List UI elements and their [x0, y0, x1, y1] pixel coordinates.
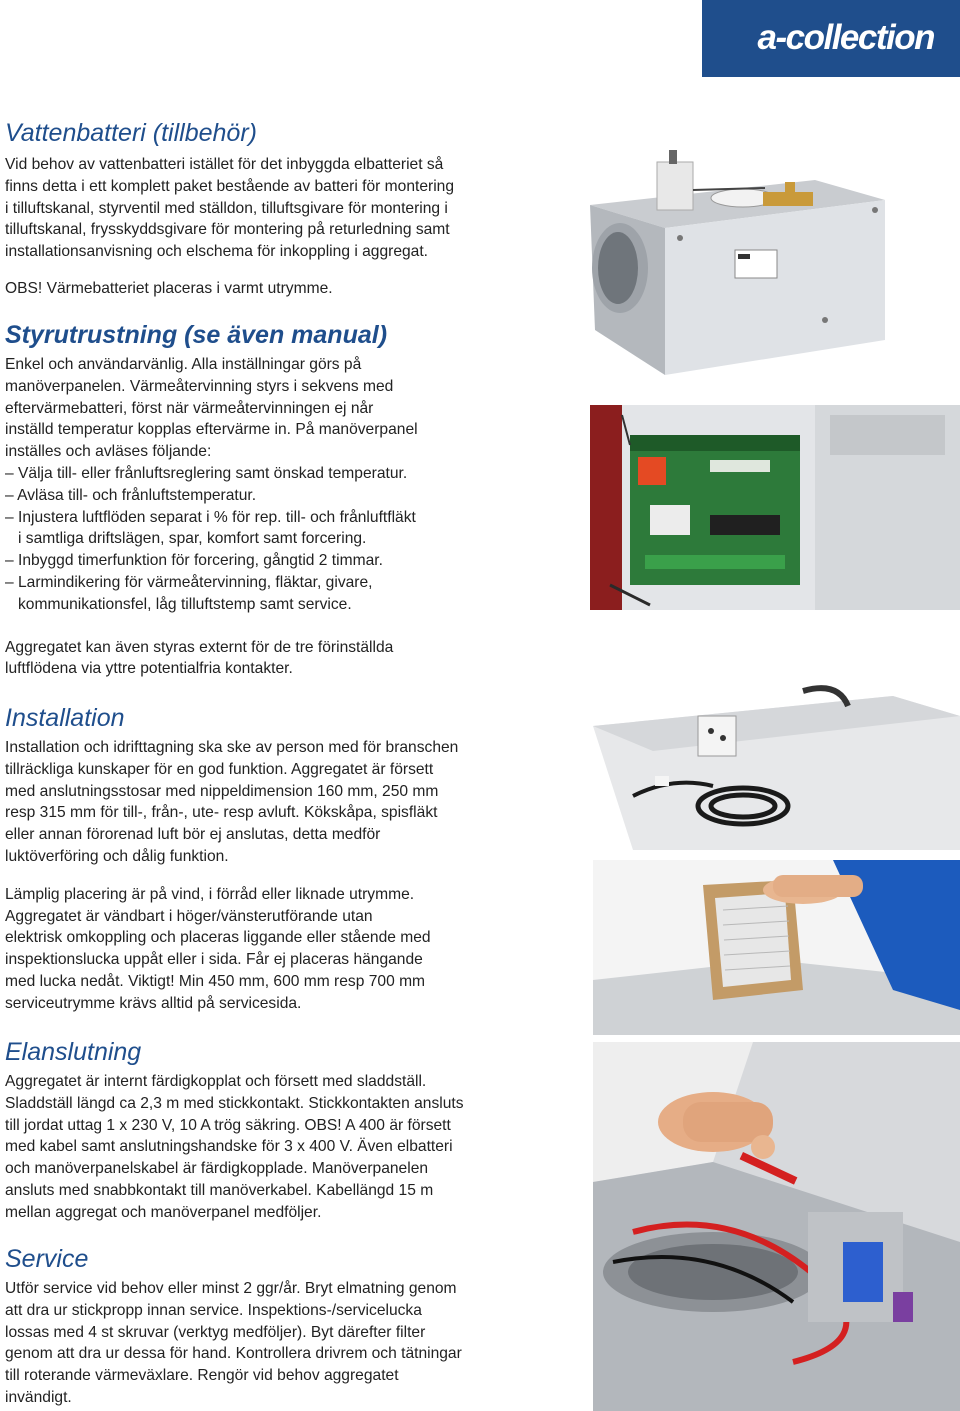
body-line: luktöverföring och dålig funktion. — [5, 847, 229, 865]
section-title: Elanslutning — [5, 1038, 142, 1066]
section-title: Styrutrustning (se även manual) — [5, 321, 388, 349]
body-line: elektrisk omkoppling och placeras liggande eller stående med — [5, 929, 431, 947]
body-line: lossas med 4 st skruvar (verktyg medföljer). Byt därefter filter — [5, 1323, 426, 1341]
service-interior-photo — [593, 1042, 960, 1411]
body-line: inställes och avläses följande: — [5, 443, 212, 461]
body-line: serviceutrymme krävs alltid på servicesida. — [5, 994, 302, 1012]
body-line: Enkel och användarvänlig. Alla inställningar görs på — [5, 356, 362, 373]
body-line: Installation och idrifttagning ska ske av person med för branschen — [5, 739, 459, 756]
body-line: Lämplig placering är på vind, i förråd eller liknade utrymme. — [5, 885, 415, 903]
body-line: med lucka nedåt. Viktigt! Min 450 mm, 600 mm resp 700 mm — [5, 972, 426, 990]
body-line: till jordat uttag 1 x 230 V, 10 A trög säkring. OBS! A 400 är försett — [5, 1116, 451, 1134]
body-line: Aggregatet är vändbart i höger/vänsterutförande utan — [5, 907, 373, 925]
body-line: mellan aggregat och manöverpanel medföljer. — [5, 1203, 322, 1221]
body-line: eftervärmebatteri, först när värmeåtervinningen ej når — [5, 399, 374, 417]
water-battery-photo — [585, 150, 960, 390]
list-item: – Avläsa till- och frånluftstemperatur. — [5, 486, 257, 504]
body-line: luftflödena via yttre potentialfria kontakter. — [5, 660, 293, 678]
body-line: inställd temperatur kopplas eftervärme in. På manöverpanel — [5, 421, 418, 439]
section-elanslutning — [5, 1037, 585, 1224]
list-item: – Inbyggd timerfunktion för forcering, gångtid 2 timmar. — [5, 552, 383, 570]
body-line: finns detta i ett komplett paket bestående av batteri för montering — [5, 177, 455, 195]
body-line: att dra ur stickpropp innan service. Inspektions-/servicelucka — [5, 1301, 422, 1319]
section-title: Installation — [5, 704, 125, 732]
control-board-photo — [590, 405, 960, 610]
body-line: tillräckliga kunskaper för en god funktion. Aggregatet är försett — [5, 760, 434, 778]
body-line: installationsanvisning och elschema för inkoppling i aggregat. — [5, 243, 429, 261]
body-line: Sladdställ längd ca 2,3 m med stickkontakt. Stickkontakten ansluts — [5, 1094, 464, 1112]
body-line: genom att dra ur dessa för hand. Kontrollera drivrem och tätningar — [5, 1345, 462, 1363]
list-item: – Injustera luftflöden separat i % för rep. till- och frånluftfläkt — [5, 508, 416, 526]
body-line: manöverpanelen. Värmeåtervinning styrs i sekvens med — [5, 377, 394, 395]
section-vattenbatteri — [5, 118, 585, 300]
section-title: Vattenbatteri (tillbehör) — [5, 119, 257, 147]
body-line: med kabel samt anslutningshandske för 3 x 400 V. Även elbatteri — [5, 1138, 453, 1156]
filter-photo — [593, 860, 960, 1035]
section-service — [5, 1244, 585, 1409]
body-line: ansluts med snabbkontakt till manöverkabel. Kabellängd 15 m — [5, 1181, 434, 1199]
list-item: kommunikationsfel, låg tilluftstemp samt service. — [5, 595, 352, 613]
list-item: – Välja till- eller frånluftsreglering samt önskad temperatur. — [5, 464, 408, 482]
section-title: Service — [5, 1245, 89, 1273]
section-installation — [5, 703, 585, 1015]
body-line: invändigt. — [5, 1388, 72, 1406]
unit-cable-photo — [593, 676, 960, 850]
body-line: resp 315 mm för till-, från-, ute- resp avluft. Kökskåpa, spisfläkt — [5, 804, 438, 822]
body-line: i tilluftskanal, styrventil med ställdon, tilluftsgivare för montering i — [5, 199, 448, 217]
body-line: till roterande värmeväxlare. Rengör vid behov aggregatet — [5, 1367, 399, 1385]
body-line: och manöverpanelskabel är färdigkopplade. Manöverpanelen — [5, 1160, 429, 1178]
body-line: Utför service vid behov eller minst 2 ggr/år. Bryt elmatning genom — [5, 1280, 457, 1297]
body-line: med anslutningsstosar med nippeldimension 160 mm, 250 mm — [5, 782, 439, 800]
body-line: Vid behov av vattenbatteri istället för det inbyggda elbatteriet så — [5, 156, 444, 173]
section-styrutrustning — [5, 320, 585, 680]
brand-logo-text: a-collection — [757, 18, 934, 57]
body-line: inspektionslucka uppåt eller i sida. Får ej placeras hängande — [5, 951, 423, 969]
obs-note: OBS! Värmebatteriet placeras i varmt utrymme. — [5, 279, 333, 297]
brand-banner — [702, 0, 960, 77]
body-line: tilluftskanal, frysskyddsgivare för montering på returledning samt — [5, 221, 450, 239]
list-item: – Larmindikering för värmeåtervinning, fläktar, givare, — [5, 573, 373, 591]
body-line: Aggregatet kan även styras externt för de tre förinställda — [5, 638, 394, 656]
list-item: i samtliga driftslägen, spar, komfort samt forcering. — [5, 530, 367, 548]
body-line: Aggregatet är internt färdigkopplat och försett med sladdställ. — [5, 1073, 427, 1090]
body-line: eller annan förorenad luft bör ej anslutas, detta medför — [5, 826, 381, 844]
